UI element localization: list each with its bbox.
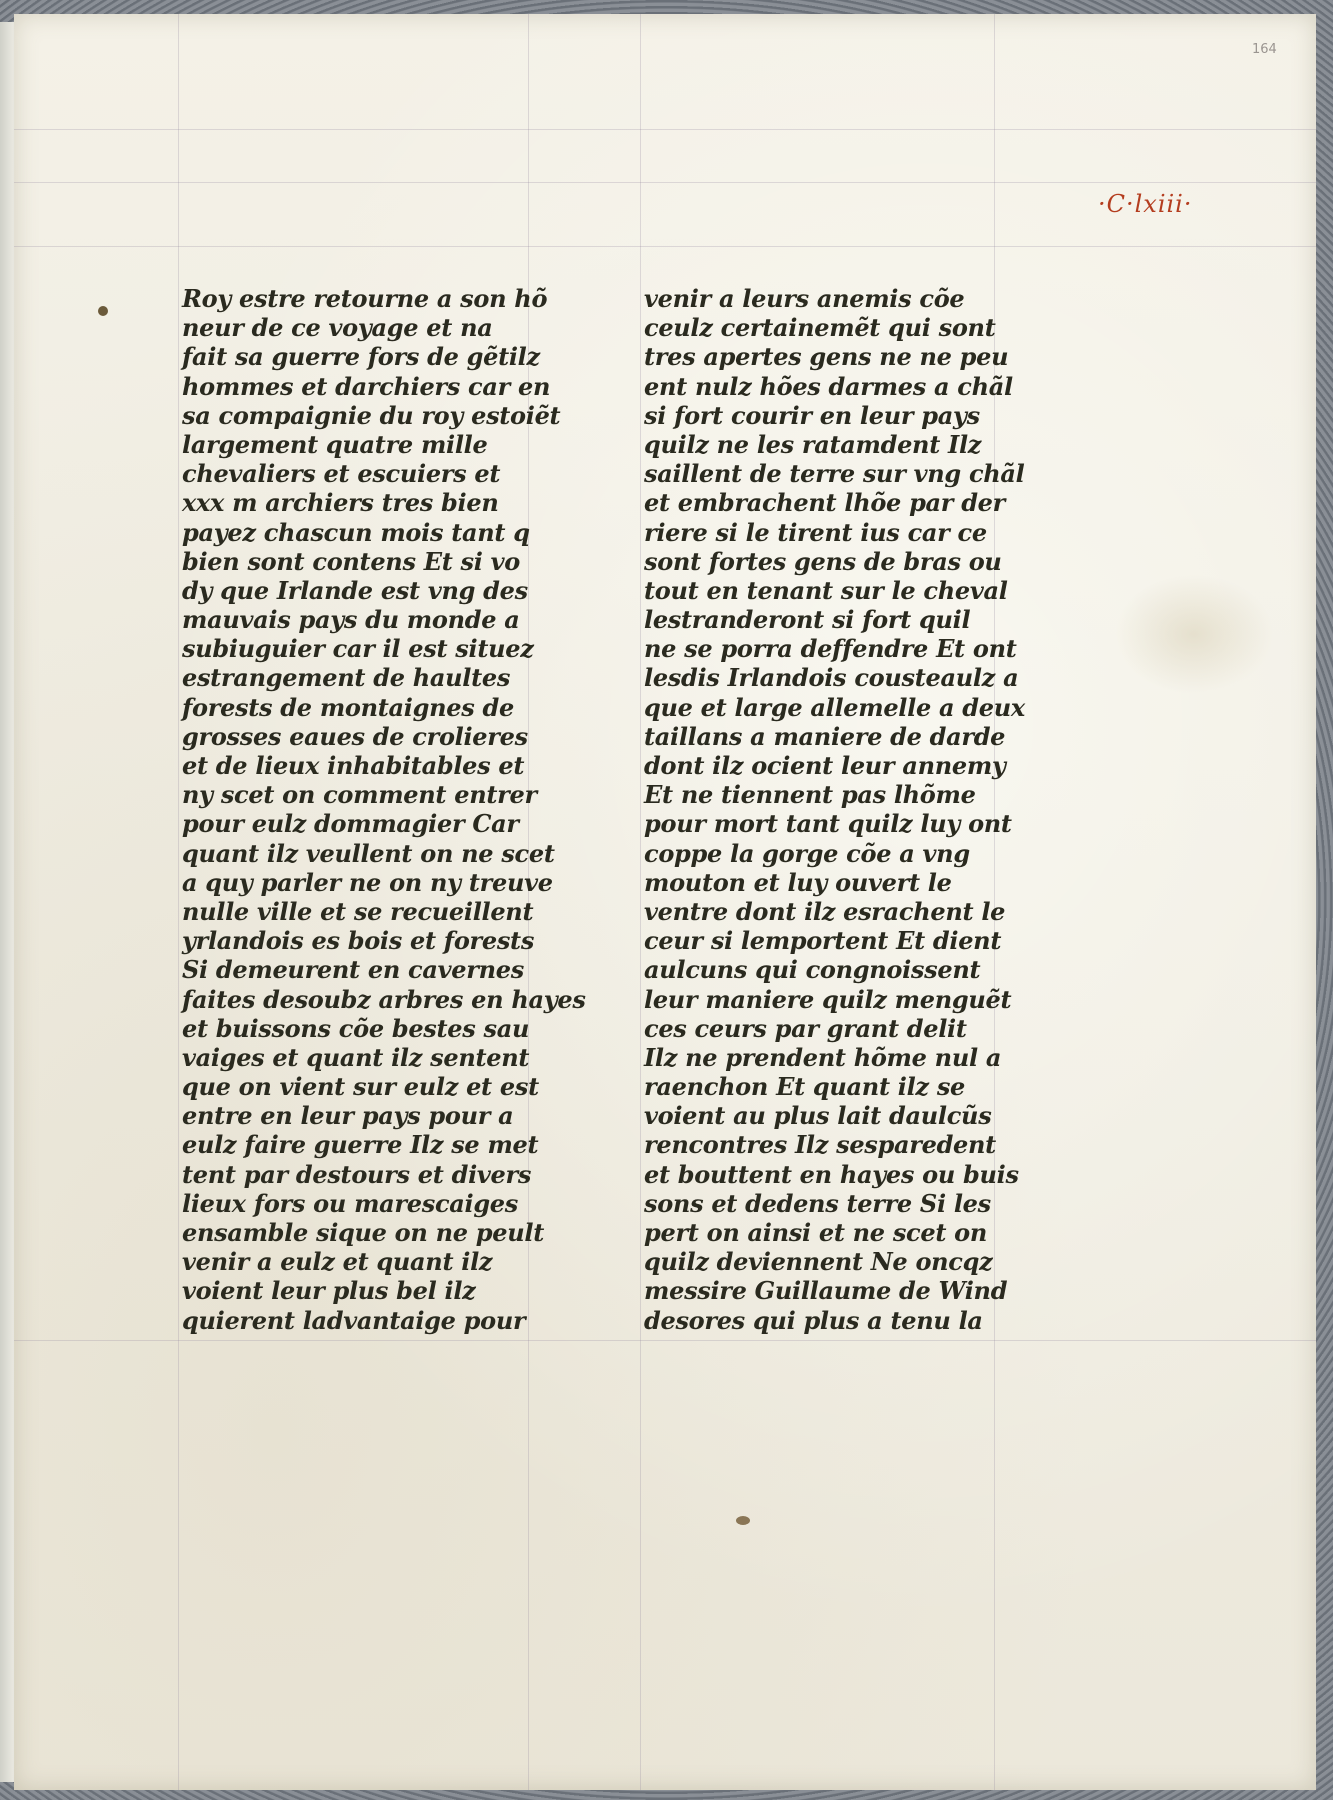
text-line: quierent ladvantaige pour <box>182 1305 526 1335</box>
text-line: entre en leur pays pour a <box>182 1101 514 1131</box>
text-line: lestranderont si fort quil <box>644 605 971 635</box>
ruling-line <box>640 14 641 1790</box>
text-line: lieux fors ou marescaiges <box>182 1188 518 1218</box>
text-line: et bouttent en hayes ou buis <box>644 1159 1019 1189</box>
text-line: payez chascun mois tant q <box>182 517 530 547</box>
text-line: a quy parler ne on ny treuve <box>182 867 553 897</box>
folio-number: 164 <box>1252 42 1277 57</box>
text-line: faites desoubz arbres en hayes <box>182 984 586 1014</box>
text-line: voient au plus lait daulcũs <box>644 1101 992 1131</box>
ruling-line <box>14 182 1316 183</box>
text-line: chevaliers et escuiers et <box>182 459 501 489</box>
text-line: sont fortes gens de bras ou <box>644 546 1002 576</box>
text-line: pour eulz dommagier Car <box>182 809 519 839</box>
text-line: Si demeurent en cavernes <box>182 955 524 985</box>
text-line: vaiges et quant ilz sentent <box>182 1042 530 1072</box>
text-line: ne se porra deffendre Et ont <box>644 634 1017 664</box>
text-line: coppe la gorge cõe a vng <box>644 838 970 868</box>
text-line: bien sont contens Et si vo <box>182 546 520 576</box>
text-line: pert on ainsi et ne scet on <box>644 1218 988 1247</box>
text-line: largement quatre mille <box>182 429 488 459</box>
text-line: ent nulz hões darmes a chãl <box>644 371 1013 401</box>
text-line: et de lieux inhabitables et <box>182 751 525 780</box>
text-line: sa compaignie du roy estoiẽt <box>182 400 561 430</box>
text-line: quilz deviennent Ne oncqz <box>644 1247 993 1277</box>
text-line: tent par destours et divers <box>182 1159 532 1189</box>
text-line: subiuguier car il est situez <box>182 634 534 664</box>
ruling-line <box>14 1340 1316 1341</box>
text-line: mouton et luy ouvert le <box>644 867 952 897</box>
text-line: eulz faire guerre Ilz se met <box>182 1130 539 1160</box>
text-line: Roy estre retourne a son hõ <box>182 284 548 313</box>
text-line: ceulz certainemẽt qui sont <box>644 313 996 343</box>
text-line: hommes et darchiers car en <box>182 371 551 401</box>
text-line: ensamble sique on ne peult <box>182 1218 544 1247</box>
text-line: dont ilz ocient leur annemy <box>644 751 1006 780</box>
text-line: grosses eaues de crolieres <box>182 721 528 751</box>
text-line: Ilz ne prendent hõme nul a <box>644 1042 1002 1072</box>
text-line: ventre dont ilz esrachent le <box>644 896 1006 926</box>
text-line: et embrachent lhõe par der <box>644 488 1006 518</box>
text-line: tout en tenant sur le cheval <box>644 575 1008 605</box>
text-line: fait sa guerre fors de gẽtilz <box>182 342 540 372</box>
text-line: messire Guillaume de Wind <box>644 1276 1008 1306</box>
text-line: sons et dedens terre Si les <box>644 1188 991 1218</box>
ruling-line <box>14 129 1316 130</box>
ink-spot <box>736 1516 750 1525</box>
text-line: tres apertes gens ne ne peu <box>644 342 1009 372</box>
text-line: venir a leurs anemis cõe <box>644 284 965 313</box>
text-line: riere si le tirent ius car ce <box>644 517 987 547</box>
text-line: raenchon Et quant ilz se <box>644 1072 965 1102</box>
manuscript-leaf <box>14 14 1316 1790</box>
text-line: lesdis Irlandois cousteaulz a <box>644 663 1019 693</box>
text-line: que et large allemelle a deux <box>644 692 1025 722</box>
ink-spot <box>98 306 108 316</box>
text-line: leur maniere quilz menguẽt <box>644 984 1012 1014</box>
text-line: ces ceurs par grant delit <box>644 1013 967 1043</box>
text-line: forests de montaignes de <box>182 692 514 722</box>
text-line: mauvais pays du monde a <box>182 605 520 635</box>
text-line: yrlandois es bois et forests <box>182 926 535 956</box>
text-line: pour mort tant quilz luy ont <box>644 809 1012 839</box>
text-line: et buissons cõe bestes sau <box>182 1013 530 1043</box>
text-column-right <box>644 284 1064 1335</box>
text-line: desores qui plus a tenu la <box>644 1305 983 1335</box>
text-line: taillans a maniere de darde <box>644 721 1006 751</box>
text-line: xxx m archiers tres bien <box>182 488 499 518</box>
text-line: saillent de terre sur vng chãl <box>644 459 1025 489</box>
text-line: ny scet on comment entrer <box>182 780 537 810</box>
text-line: Et ne tiennent pas lhõme <box>644 780 976 810</box>
text-column-left <box>182 284 602 1335</box>
text-line: venir a eulz et quant ilz <box>182 1247 493 1277</box>
text-line: aulcuns qui congnoissent <box>644 955 981 985</box>
text-line: quant ilz veullent on ne scet <box>182 838 555 868</box>
text-line: nulle ville et se recueillent <box>182 896 534 926</box>
ruling-line <box>178 14 179 1790</box>
water-stain <box>1114 574 1274 694</box>
text-line: neur de ce voyage et na <box>182 313 493 343</box>
ruling-line <box>14 246 1316 247</box>
text-line: que on vient sur eulz et est <box>182 1072 539 1102</box>
text-line: dy que Irlande est vng des <box>182 575 528 605</box>
text-line: ceur si lemportent Et dient <box>644 926 1002 956</box>
text-line: rencontres Ilz sesparedent <box>644 1130 996 1160</box>
text-line: voient leur plus bel ilz <box>182 1276 476 1306</box>
text-line: quilz ne les ratamdent Ilz <box>644 429 982 459</box>
chapter-rubric: ·C·lxiii· <box>1098 190 1193 218</box>
text-line: si fort courir en leur pays <box>644 400 980 430</box>
text-line: estrangement de haultes <box>182 663 511 693</box>
